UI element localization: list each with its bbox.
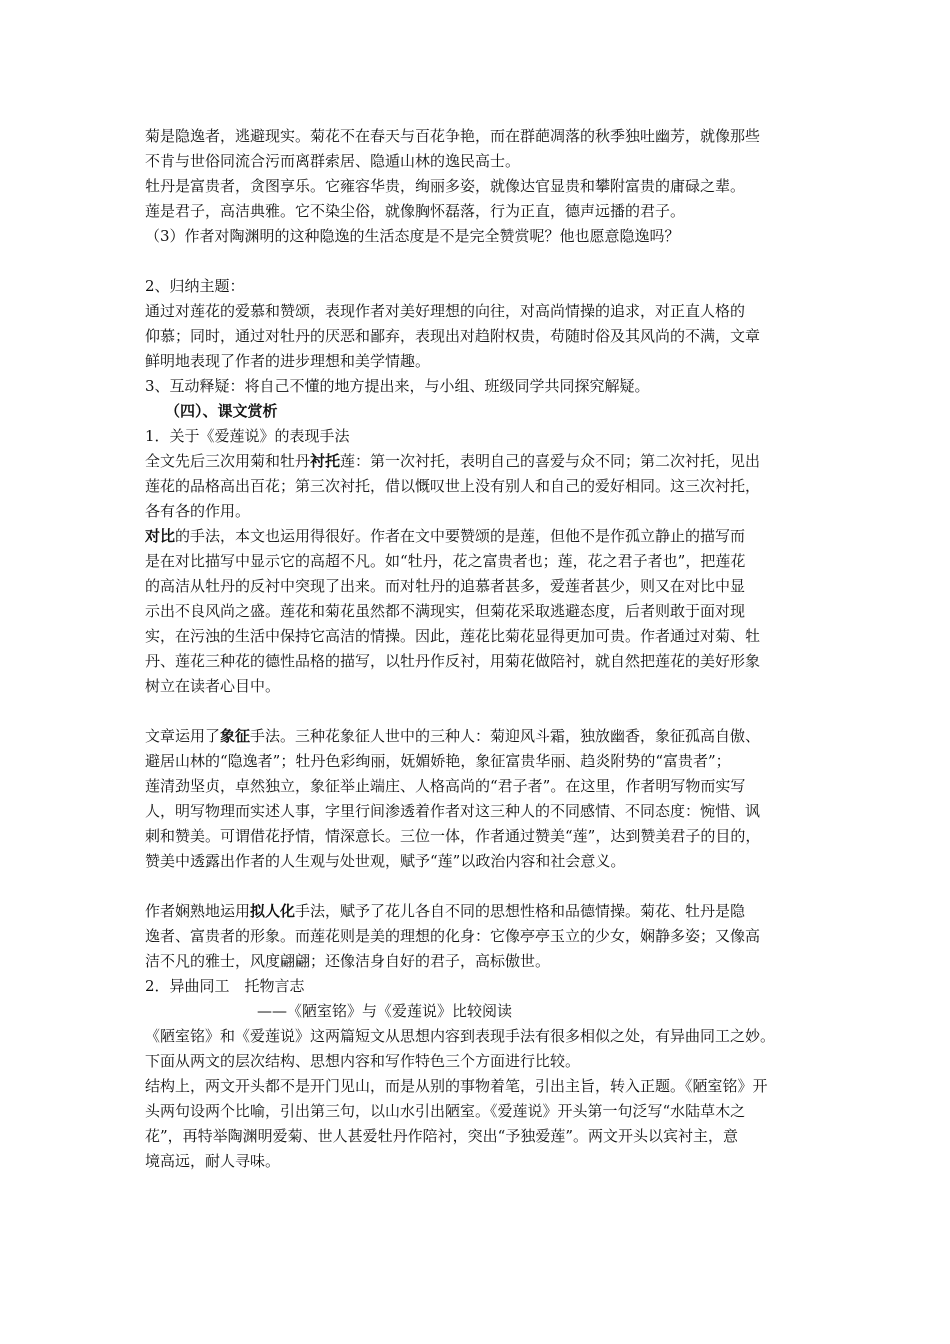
text-run: 实，在污浊的生活中保持它高洁的情操。因此，莲花比菊花显得更加可贵。作者通过对菊、牡 xyxy=(145,627,761,645)
text-line xyxy=(145,1074,768,1098)
text-line xyxy=(145,849,625,873)
text-line xyxy=(145,324,760,348)
text-run: 示出不良风尚之盛。莲花和菊花虽然都不满现实，但菊花采取逃避态度，后者则敢于面对现 xyxy=(145,602,746,620)
text-run: 手法。三种花象征人世中的三种人：菊迎风斗霜，独放幽香，象征孤高自傲、 xyxy=(250,727,761,745)
text-line xyxy=(145,674,280,698)
text-line xyxy=(145,724,760,748)
text-run: 2．异曲同工 托物言志 xyxy=(145,977,305,995)
text-run: 手法，赋予了花儿各自不同的思想性格和品德情操。菊花、牡丹是隐 xyxy=(295,902,746,920)
text-run: 2、归纳主题： xyxy=(145,277,245,295)
text-line xyxy=(145,224,680,248)
text-run: 鲜明地表现了作者的进步理想和美学情趣。 xyxy=(145,352,431,370)
text-run: 莲清劲坚贞，卓然独立，象征举止端庄、人格高尚的“君子者”。在这里，作者明写物而实写 xyxy=(145,777,746,795)
text-line xyxy=(145,1149,280,1173)
bold-term: 象征 xyxy=(220,727,251,745)
text-run: 莲：第一次衬托，表明自己的喜爱与众不同；第二次衬托，见出 xyxy=(340,452,761,470)
text-line xyxy=(165,399,278,423)
text-run: 是在对比描写中显示它的高超不凡。如“牡丹，花之富贵者也；莲，花之君子者也”，把莲花 xyxy=(145,552,746,570)
text-line xyxy=(145,649,760,673)
text-run: 《陋室铭》和《爱莲说》这两篇短文从思想内容到表现手法有很多相似之处，有异曲同工之妙。 xyxy=(145,1027,776,1045)
text-line xyxy=(145,449,760,473)
text-line xyxy=(145,574,745,598)
text-line xyxy=(145,1124,738,1148)
text-line xyxy=(145,599,745,623)
text-run: 结构上，两文开头都不是开门见山，而是从别的事物着笔，引出主旨，转入正题。《陋室铭》开 xyxy=(145,1077,768,1095)
text-line xyxy=(145,1024,775,1048)
text-run: 的高洁从牡丹的反衬中突现了出来。而对牡丹的追慕者甚多，爱莲者甚少，则又在对比中显 xyxy=(145,577,746,595)
text-line xyxy=(145,474,760,498)
text-line xyxy=(145,624,760,648)
bold-term: （四）、课文赏析 xyxy=(165,402,278,420)
text-line xyxy=(145,549,745,573)
text-line xyxy=(145,824,760,848)
text-run: 牡丹是富贵者，贪图享乐。它雍容华贵，绚丽多姿，就像达官显贵和攀附富贵的庸碌之辈。 xyxy=(145,177,746,195)
text-line xyxy=(145,1099,745,1123)
text-line xyxy=(145,949,550,973)
text-line xyxy=(145,149,520,173)
text-line xyxy=(145,374,650,398)
text-run: 避居山林的“隐逸者”；牡丹色彩绚丽，妩媚娇艳，象征富贵华丽、趋炎附势的“富贵者”； xyxy=(145,752,731,770)
text-run: 不肯与世俗同流合污而离群索居、隐遁山林的逸民高士。 xyxy=(145,152,521,170)
text-run: 洁不凡的雅士，风度翩翩；还像洁身自好的君子，高标傲世。 xyxy=(145,952,551,970)
text-run: 全文先后三次用菊和牡丹 xyxy=(145,452,311,470)
text-run: 境高远，耐人寻味。 xyxy=(145,1152,281,1170)
text-line xyxy=(145,1049,580,1073)
text-line xyxy=(145,499,250,523)
text-run: 通过对莲花的爱慕和赞颂，表现作者对美好理想的向往，对高尚情操的追求，对正直人格的 xyxy=(145,302,746,320)
text-run: 赞美中透露出作者的人生观与处世观，赋予“莲”以政治内容和社会意义。 xyxy=(145,852,626,870)
text-run: 的手法，本文也运用得很好。作者在文中要赞颂的是莲，但他不是作孤立静止的描写而 xyxy=(175,527,746,545)
text-run: 人，明写物理而实述人事，字里行间渗透着作者对这三种人的不同感情、不同态度：惋惜、讽 xyxy=(145,802,761,820)
text-line xyxy=(145,124,760,148)
text-run: ——《陋室铭》与《爱莲说》比较阅读 xyxy=(257,1002,513,1020)
text-run: 仰慕；同时，通过对牡丹的厌恶和鄙弃，表现出对趋附权贵，苟随时俗及其风尚的不满，文章 xyxy=(145,327,761,345)
text-line xyxy=(145,299,745,323)
bold-term: 对比 xyxy=(145,527,176,545)
text-line xyxy=(145,424,350,448)
text-run: 莲花的品格高出百花；第三次衬托，借以慨叹世上没有别人和自己的爱好相同。这三次衬托， xyxy=(145,477,761,495)
text-line xyxy=(257,999,512,1023)
text-line xyxy=(145,774,745,798)
text-run: 各有各的作用。 xyxy=(145,502,251,520)
text-line xyxy=(145,199,685,223)
text-line xyxy=(145,974,305,998)
text-line xyxy=(145,274,245,298)
text-run: 1．关于《爱莲说》的表现手法 xyxy=(145,427,350,445)
text-run: 刺和赞美。可谓借花抒情，情深意长。三位一体，作者通过赞美“莲”，达到赞美君子的目的， xyxy=(145,827,761,845)
text-run: （3）作者对陶渊明的这种隐逸的生活态度是不是完全赞赏呢？他也愿意隐逸吗？ xyxy=(145,227,680,245)
text-run: 3、互动释疑：将自己不懂的地方提出来，与小组、班级同学共同探究解疑。 xyxy=(145,377,650,395)
text-line xyxy=(145,924,760,948)
text-run: 莲是君子，高洁典雅。它不染尘俗，就像胸怀磊落，行为正直，德声远播的君子。 xyxy=(145,202,686,220)
text-run: 树立在读者心目中。 xyxy=(145,677,281,695)
text-run: 文章运用了 xyxy=(145,727,221,745)
text-line xyxy=(145,349,430,373)
text-line xyxy=(145,749,731,773)
text-run: 逸者、富贵者的形象。而莲花则是美的理想的化身：它像亭亭玉立的少女，娴静多姿；又像高 xyxy=(145,927,761,945)
bold-term: 衬托 xyxy=(310,452,341,470)
text-run: 作者娴熟地运用 xyxy=(145,902,251,920)
text-run: 下面从两文的层次结构、思想内容和写作特色三个方面进行比较。 xyxy=(145,1052,581,1070)
text-line xyxy=(145,174,745,198)
text-line xyxy=(145,524,745,548)
text-line xyxy=(145,799,760,823)
bold-term: 拟人化 xyxy=(250,902,296,920)
text-run: 菊是隐逸者，逃避现实。菊花不在春天与百花争艳，而在群葩凋落的秋季独吐幽芳，就像那些 xyxy=(145,127,761,145)
text-line xyxy=(145,899,745,923)
text-run: 丹、莲花三种花的德性品格的描写，以牡丹作反衬，用菊花做陪衬，就自然把莲花的美好形象 xyxy=(145,652,761,670)
text-run: 花”，再特举陶渊明爱菊、世人甚爱牡丹作陪衬，突出“予独爱莲”。两文开头以宾衬主，意 xyxy=(145,1127,739,1145)
text-run: 头两句设两个比喻，引出第三句，以山水引出陋室。《爱莲说》开头第一句泛写“水陆草木之 xyxy=(145,1102,746,1120)
